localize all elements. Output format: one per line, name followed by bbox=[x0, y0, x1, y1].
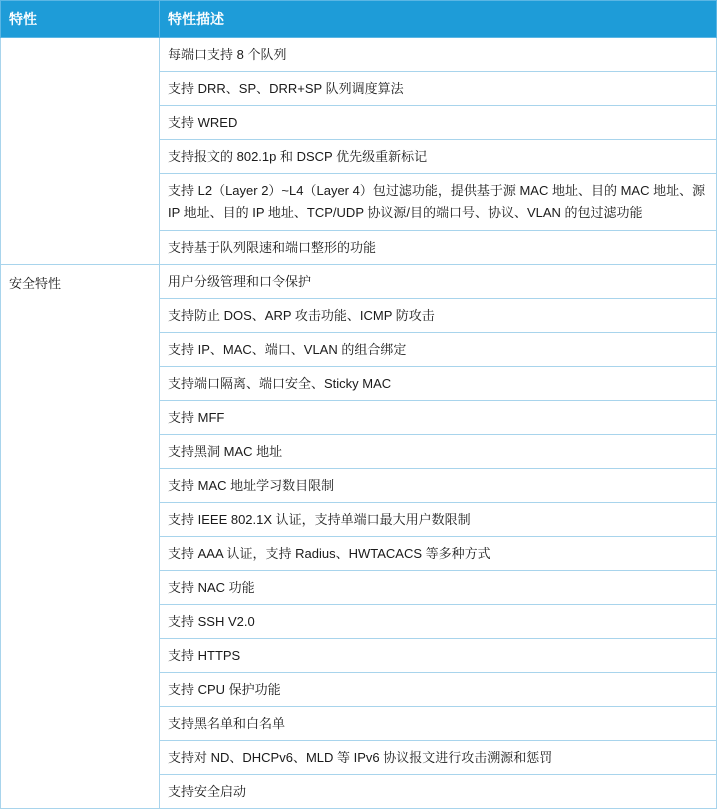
category-cell: 安全特性 bbox=[1, 265, 160, 809]
description-cell: 支持端口隔离、端口安全、Sticky MAC bbox=[160, 367, 717, 401]
description-cell: 支持安全启动 bbox=[160, 775, 717, 809]
description-cell: 支持 MFF bbox=[160, 401, 717, 435]
header-row bbox=[1, 1, 717, 38]
description-cell: 支持报文的 802.1p 和 DSCP 优先级重新标记 bbox=[160, 140, 717, 174]
header-feature-description: 特性描述 bbox=[160, 1, 717, 38]
description-cell: 支持黑洞 MAC 地址 bbox=[160, 435, 717, 469]
description-cell: 支持基于队列限速和端口整形的功能 bbox=[160, 231, 717, 265]
description-cell: 支持 IEEE 802.1X 认证，支持单端口最大用户数限制 bbox=[160, 503, 717, 537]
description-cell: 支持 IP、MAC、端口、VLAN 的组合绑定 bbox=[160, 333, 717, 367]
table-header bbox=[1, 1, 717, 38]
description-cell: 支持对 ND、DHCPv6、MLD 等 IPv6 协议报文进行攻击溯源和惩罚 bbox=[160, 741, 717, 775]
description-cell: 支持 L2（Layer 2）~L4（Layer 4）包过滤功能，提供基于源 MAC 地址、目的 MAC 地址、源 IP 地址、目的 IP 地址、TCP/UDP 协议源/目的端口号、协议、VLAN 的包过滤功能 bbox=[160, 174, 717, 231]
description-cell: 支持 SSH V2.0 bbox=[160, 605, 717, 639]
description-cell: 支持 MAC 地址学习数目限制 bbox=[160, 469, 717, 503]
description-cell: 支持 CPU 保护功能 bbox=[160, 673, 717, 707]
table-row bbox=[1, 265, 717, 299]
description-cell: 支持 HTTPS bbox=[160, 639, 717, 673]
description-cell: 用户分级管理和口令保护 bbox=[160, 265, 717, 299]
description-cell: 每端口支持 8 个队列 bbox=[160, 38, 717, 72]
description-cell: 支持 AAA 认证，支持 Radius、HWTACACS 等多种方式 bbox=[160, 537, 717, 571]
description-cell: 支持 DRR、SP、DRR+SP 队列调度算法 bbox=[160, 72, 717, 106]
table-body bbox=[1, 38, 717, 809]
description-cell: 支持 NAC 功能 bbox=[160, 571, 717, 605]
description-cell: 支持防止 DOS、ARP 攻击功能、ICMP 防攻击 bbox=[160, 299, 717, 333]
table-row bbox=[1, 38, 717, 72]
description-cell: 支持黑名单和白名单 bbox=[160, 707, 717, 741]
category-cell bbox=[1, 38, 160, 265]
description-cell: 支持 WRED bbox=[160, 106, 717, 140]
header-feature: 特性 bbox=[1, 1, 160, 38]
